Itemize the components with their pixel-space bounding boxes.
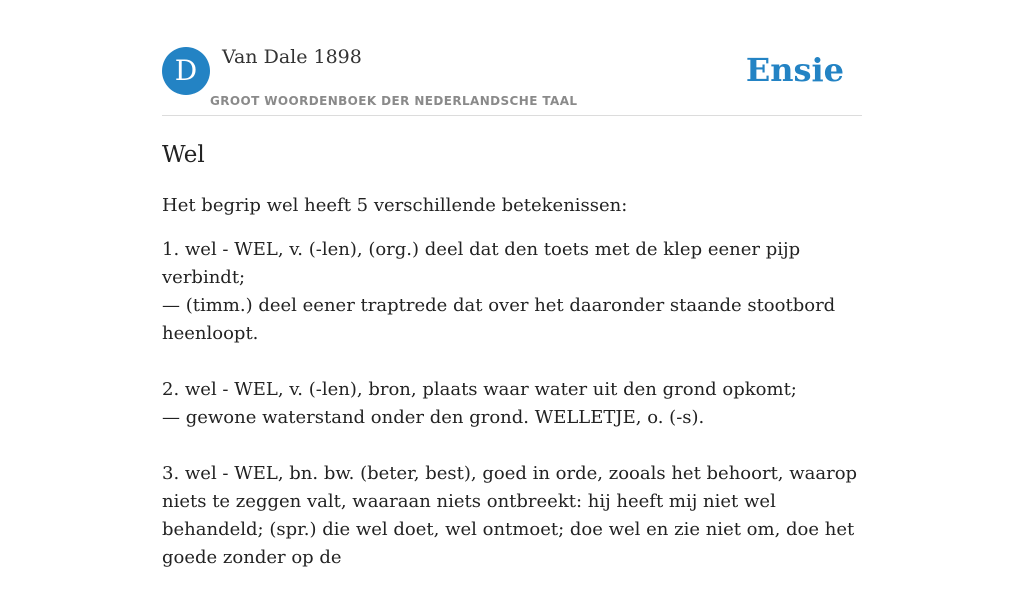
dictionary-title[interactable]: Van Dale 1898 bbox=[222, 46, 362, 68]
definitions-list bbox=[162, 236, 862, 572]
definition-text: — (timm.) deel eener traptrede dat over het daaronder staande stootbord heenloopt. bbox=[162, 295, 836, 344]
definitions-intro: Het begrip wel heeft 5 verschillende betekenissen: bbox=[162, 195, 628, 216]
dictionary-subtitle: GROOT WOORDENBOEK DER NEDERLANDSCHE TAAL bbox=[210, 94, 578, 108]
ensie-logo-link[interactable]: Ensie bbox=[745, 51, 844, 89]
definition-text: 3. wel - WEL, bn. bw. (beter, best), goed in orde, zooals het behoort, waarop niets te zeggen valt, waaraan niets ontbreekt: hij heeft mij niet wel behandeld; (spr.) die wel doet, wel ontmoet; doe wel en zie niet om, doe het goede zonder op de bbox=[162, 463, 858, 568]
word-title: Wel bbox=[162, 142, 205, 168]
definition-text: 2. wel - WEL, v. (-len), bron, plaats waar water uit den grond opkomt; bbox=[162, 379, 797, 400]
definition-item bbox=[162, 460, 862, 572]
definition-item bbox=[162, 376, 862, 432]
definition-text: — gewone waterstand onder den grond. WELLETJE, o. (-s). bbox=[162, 407, 705, 428]
page bbox=[162, 0, 862, 600]
dictionary-header bbox=[162, 0, 862, 116]
definition-text: 1. wel - WEL, v. (-len), (org.) deel dat den toets met de klep eener pijp verbindt; bbox=[162, 239, 801, 288]
definition-item bbox=[162, 236, 862, 348]
dictionary-logo-icon[interactable]: D bbox=[162, 47, 210, 95]
